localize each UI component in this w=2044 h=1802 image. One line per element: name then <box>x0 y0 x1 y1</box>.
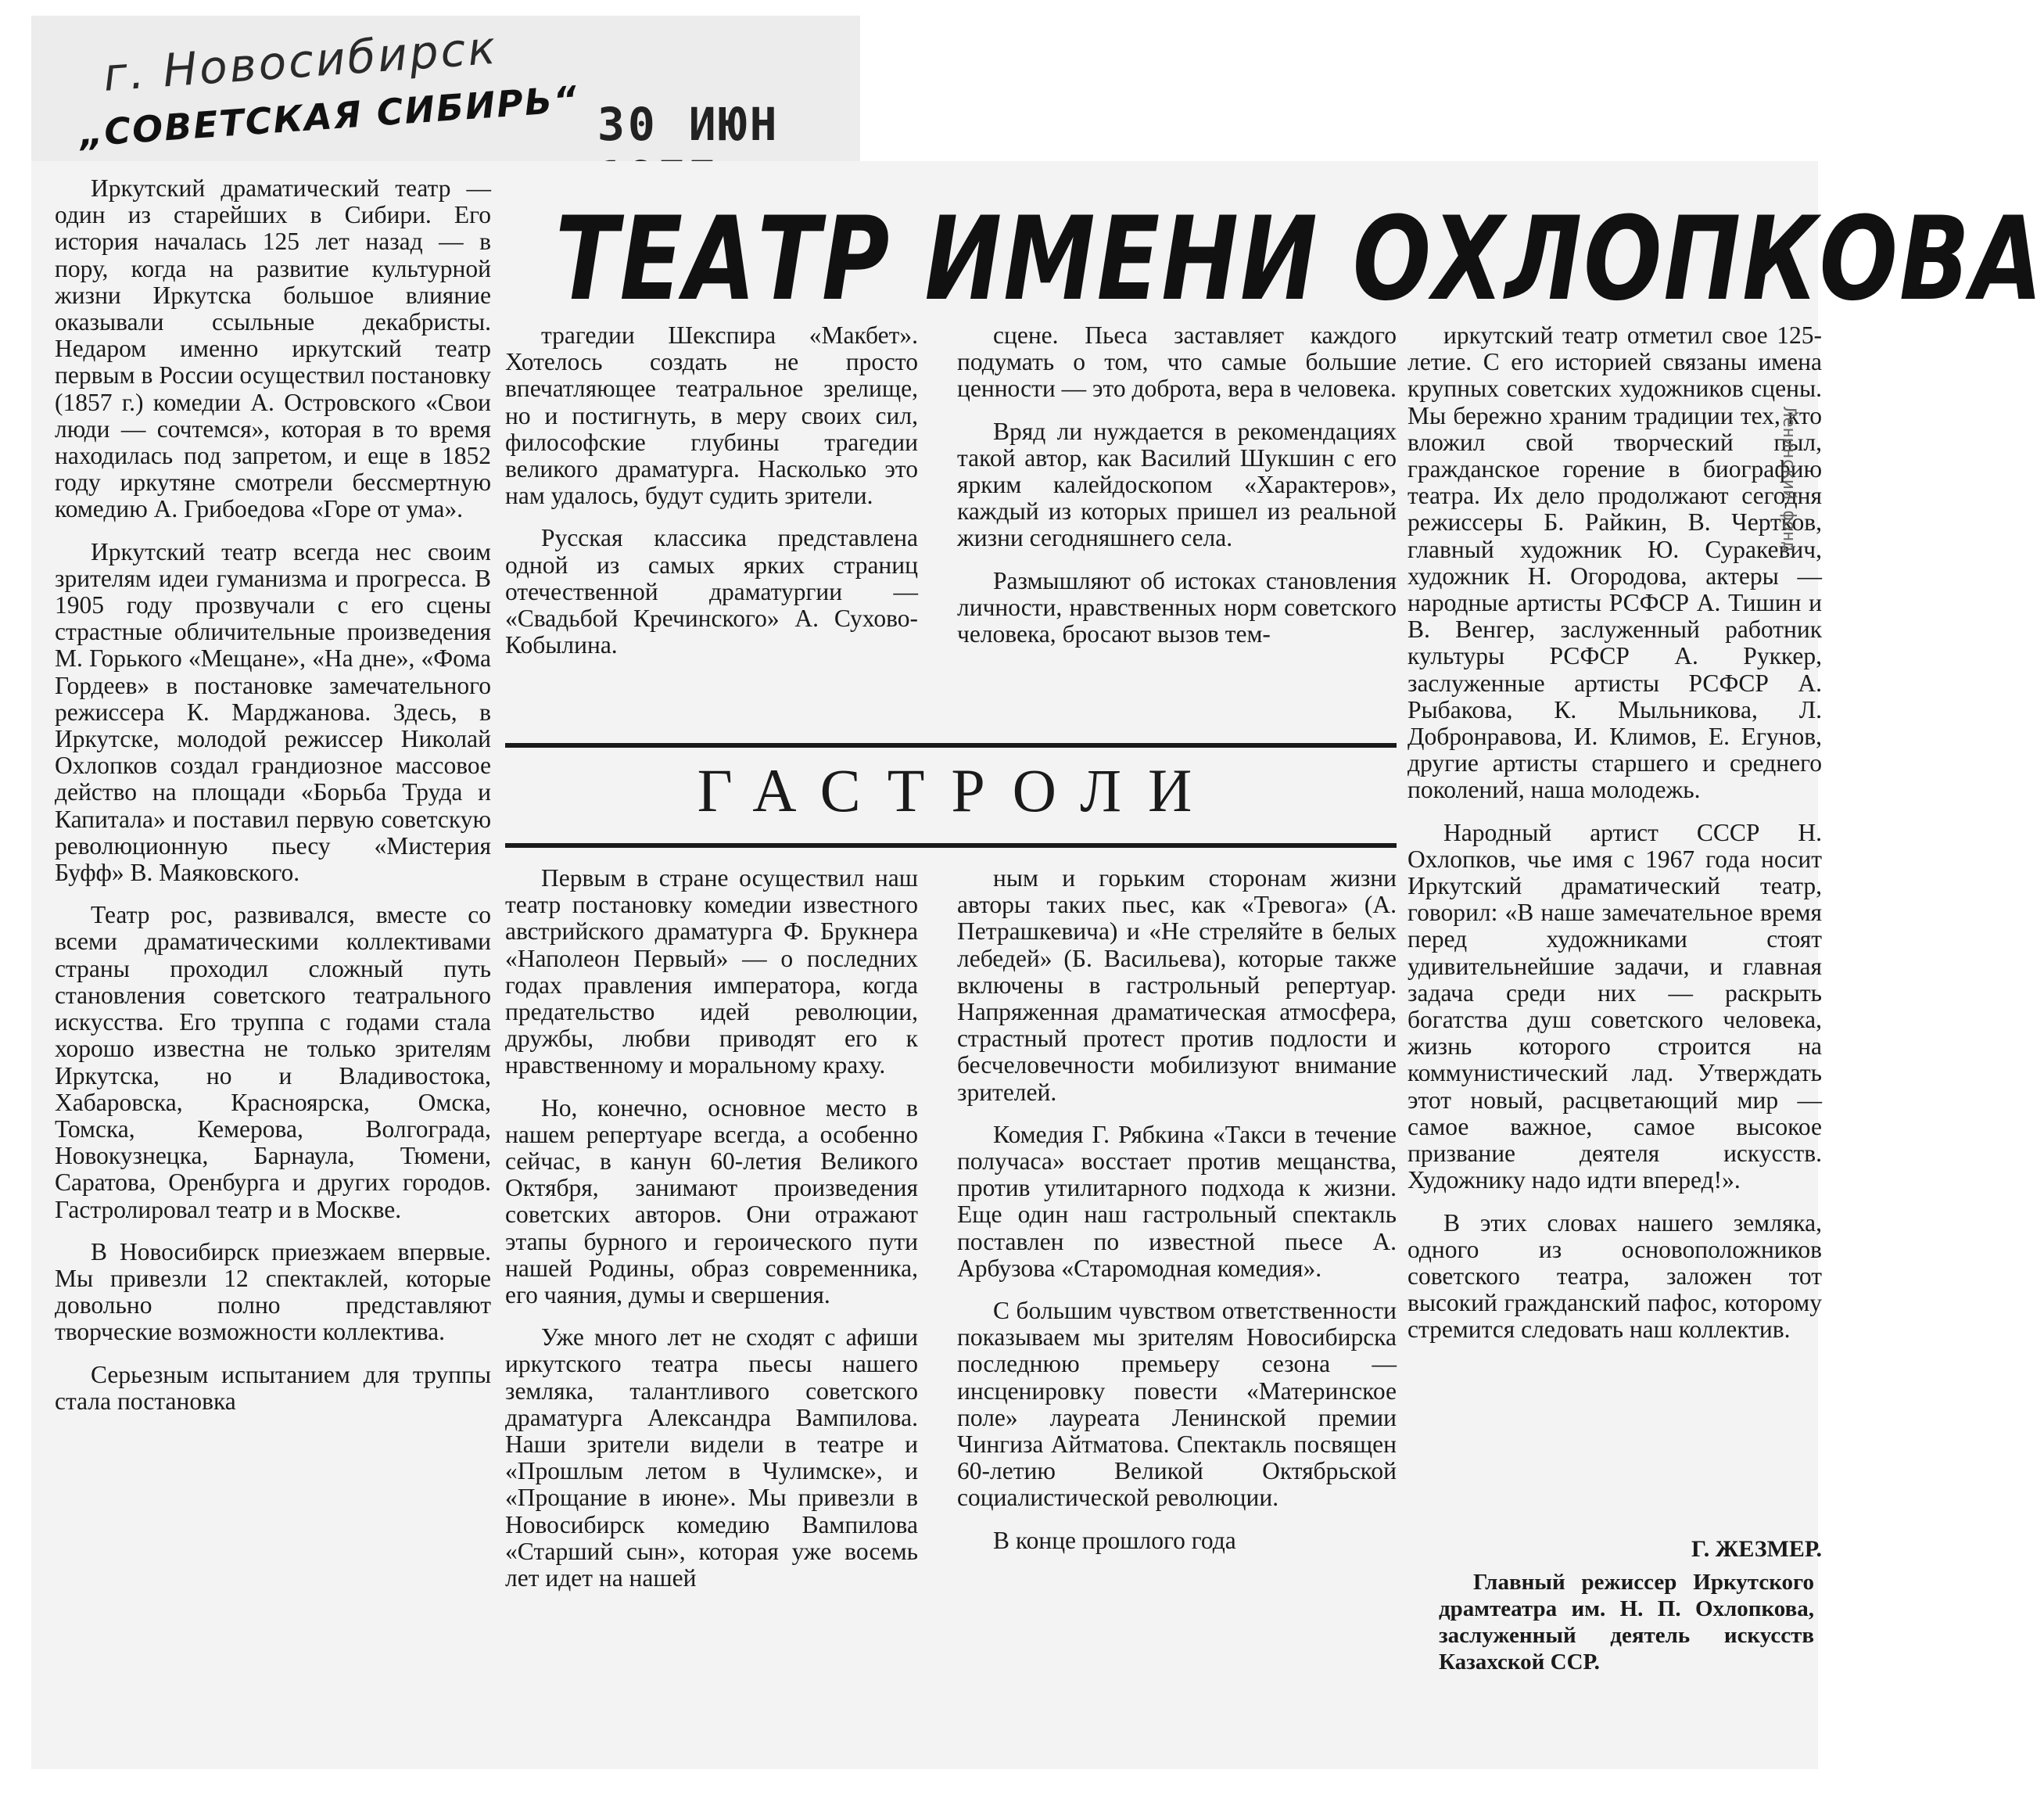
author-name: Г. ЖЕЗМЕР. <box>1691 1536 1822 1562</box>
paragraph: Комедия Г. Рябкина «Такси в течение получаса» восстает против мещанства, против утилитарного подхода к жизни. Еще один наш гастрольный спектакль поставлен по известной пьесе А. Арбузова «Старомодная комедия». <box>957 1120 1397 1282</box>
rubric-rule-bottom <box>505 843 1397 848</box>
paragraph: В конце прошлого года <box>993 1526 1236 1554</box>
archive-stamp: Ленинский фонд <box>1779 407 1798 552</box>
author-title: Главный режиссер Иркутского драмтеатра им. Н. П. Охлопкова, заслуженный деятель искусств Казахской ССР. <box>1439 1570 1814 1675</box>
paragraph: ным и горьким сторонам жизни авторы таких пьес, как «Тревога» (А. Петрашкевича) и «Не стреляйте в белых лебедей» (Б. Васильева), которые также включены в гастрольный репертуар. Напряженная драматическая атмосфера, страстный протест против подлости и бесчеловечности мобилизуют внимание зрителей. <box>957 864 1397 1106</box>
paragraph: Русская классика представлена одной из самых ярких страниц отечественной драматургии — «Свадьбой Кречинского» А. Сухово-Кобылина. <box>505 524 918 659</box>
newspaper-article <box>31 161 2044 1769</box>
rubric-rule-top <box>505 743 1397 748</box>
rubric-title: ГАСТРОЛИ <box>697 756 1219 824</box>
paragraph: трагедии Шекспира «Макбет». Хотелось создать не просто впечатляющее театральное зрелище, но и постигнуть, в меру своих сил, философские глубины трагедии великого драматурга. Насколько это нам удалось, будут судить зрители. <box>505 321 918 510</box>
newspaper-name: „СОВЕТСКАЯ СИБИРЬ“ <box>78 77 580 155</box>
paragraph: иркутский театр отметил свое 125-летие. С его историей связаны имена крупных советских художников сцены. Мы бережно храним традиции тех, кто вложил свой творческий пыл, гражданское горение в биографию театра. Их дело продолжают сегодня режиссеры Б. Райкин, В. Чертков, главный художник Ю. Суракевич, художник Н. Огородова, актеры — народные артисты РСФСР А. Тишин и В. Венгер, заслуженный работник культуры РСФСР А. Руккер, заслуженные артисты РСФСР А. Рыбакова, К. Мыльникова, Л. Добронравова, И. Климов, Е. Егунов, другие артисты старшего и среднего поколений, наша молодежь. <box>1407 321 1822 804</box>
article-column-2-top <box>505 322 918 721</box>
paragraph: Уже много лет не сходят с афиши иркутского театра пьесы нашего земляка, талантливого советского драматурга Александра Вампилова. Наши зрители видели в театре и «Прошлым летом в Чулимске», и «Прощание в июне». Мы привезли в Новосибирск комедию Вампилова «Старший сын», которая уже восемь лет идет на нашей <box>505 1323 918 1592</box>
paragraph: Серьезным испытанием для труппы стала постановка <box>55 1360 491 1415</box>
date-stamp: 30 ИЮН <box>597 98 780 151</box>
paragraph: Иркутский драматический театр — один из старейших в Сибири. Его история началась 125 лет назад — в пору, когда на развитие культурной жизни Иркутска большое влияние оказывали ссыльные декабристы. Недаром именно иркутский театр первым в России осуществил постановку (1857 г.) комедии А. Островского «Свои люди — сочтемся», которая в то время находилась под запретом, и еще в 1852 году иркутяне смотрели бессмертную комедию А. Грибоедова «Горе от ума». <box>55 174 491 523</box>
article-column-1 <box>55 175 491 1763</box>
paragraph: С большим чувством ответственности показываем мы зрителям Новосибирска последнюю премьеру сезона — инсценировку повести «Материнское поле» лауреата Ленинской премии Чингиза Айтматова. Спектакль посвящен 60-летию Великой Октябрьской социалистической революции. <box>957 1297 1397 1512</box>
paragraph: сцене. Пьеса заставляет каждого подумать о том, что самые большие ценности — это доброта, вера в человека. <box>957 321 1397 403</box>
article-column-4 <box>1407 322 1822 1542</box>
paragraph: Народный артист СССР Н. Охлопков, чье имя с 1967 года носит Иркутский драматический театр, говорил: «В наше замечательное время перед художниками стоят удивительнейшие задачи, и главная задача среди них — раскрыть богатства душ советского человека, жизнь которого строится на коммунистический лад. Утверждать этот новый, расцветающий мир — самое важное, самое высокое призвание деятеля искусств. Художнику надо идти вперед!». <box>1407 818 1822 1194</box>
paragraph: Иркутский театр всегда нес своим зрителям идеи гуманизма и прогресса. В 1905 году прозвучали с его сцены страстные обличительные произведения М. Горького «Мещане», «На дне», «Фома Гордеев» в постановке замечательного режиссера К. Марджанова. Здесь, в Иркутске, молодой режиссер Николай Охлопков создал грандиозное массовое действо на площади «Борьба Труда и Капитала» и поставил первую советскую революционную пьесу «Мистерия Буфф» В. Маяковского. <box>55 537 491 887</box>
paragraph: Но, конечно, основное место в нашем репертуаре всегда, а особенно сейчас, в канун 60-летия Великого Октября, занимают произведения советских авторов. Они отражают этапы бурного и героического пути нашей Родины, образ современника, его чаяния, думы и свершения. <box>505 1093 918 1309</box>
handwritten-city: г. Новосибирск <box>102 20 500 102</box>
paragraph: Театр рос, развивался, вместе со всеми драматическими коллективами страны проходил сложный путь становления советского театрального искусства. Его труппа с годами стала хорошо известна не только зрителям Иркутска, но и Владивостока, Хабаровска, Красноярска, Омска, Томска, Кемерова, Волгограда, Новокузнецка, Барнаула, Тюмени, Саратова, Оренбурга и других городов. Гастролировал театр и в Москве. <box>55 901 491 1223</box>
paragraph: В Новосибирск приезжаем впервые. Мы привезли 12 спектаклей, которые довольно полно представляют творческие возможности коллектива. <box>55 1237 491 1346</box>
clipping-label <box>31 16 860 161</box>
paragraph: Вряд ли нуждается в рекомендациях такой автор, как Василий Шукшин с его ярким калейдоскопом «Характеров», каждый из которых пришел из реальной жизни сегодняшнего села. <box>957 417 1397 552</box>
article-column-2-bottom <box>505 865 918 1764</box>
article-column-3-bottom <box>957 865 1397 1764</box>
paragraph: Первым в стране осуществил наш театр постановку комедии известного австрийского драматурга Ф. Брукнера «Наполеон Первый» — о последних годах правления императора, когда предательство идей революции, дружбы, любви приводят его к нравственному и моральному краху. <box>505 864 918 1079</box>
article-column-3-top <box>957 322 1397 721</box>
paragraph: В этих словах нашего земляка, одного из основоположников советского театра, заложен тот высокий гражданский пафос, которому стремится следовать наш коллектив. <box>1407 1208 1822 1344</box>
article-headline: ТЕАТР ИМЕНИ ОХЛОПКОВА <box>555 191 2044 326</box>
paragraph: Размышляют об истоках становления личности, нравственных норм советского человека, бросают вызов тем- <box>957 566 1397 648</box>
